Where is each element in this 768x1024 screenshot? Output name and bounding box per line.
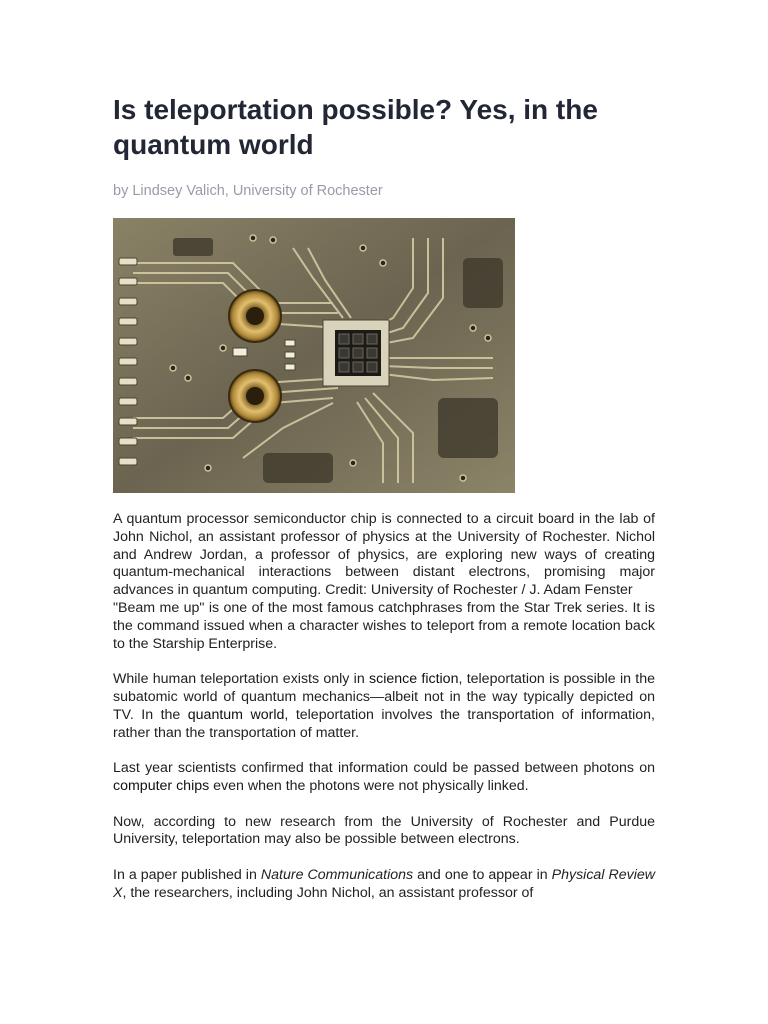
byline: by Lindsey Valich, University of Rochester	[113, 183, 383, 199]
paragraph-1: "Beam me up" is one of the most famous catchphrases from the Star Trek series. It is the command issued when a character wishes to teleport from a remote location back to the Starship Enterprise.	[113, 599, 655, 652]
paragraph-2: While human teleportation exists only in science fiction, teleportation is possible in the subatomic world of quantum mechanics—albeit not in the way typically depicted on TV. In the quantum world, teleportation involves the transportation of information, rather than the transportation of matter.	[113, 671, 656, 741]
link-science-fiction[interactable]: science fiction	[369, 671, 459, 688]
journal-physical-review-x: Physical Review X	[113, 866, 655, 901]
paragraph-3: Last year scientists confirmed that information could be passed between photons on computer chips even when the photons were not physically linked.	[113, 760, 655, 794]
paragraph-5: In a paper published in Nature Communications and one to appear in Physical Review X, the researchers, including John Nichol, an assistant professor of	[113, 866, 655, 901]
link-computer-chips[interactable]: computer chips	[113, 777, 210, 794]
circuit-board-photo	[113, 218, 515, 493]
article-body	[113, 511, 655, 903]
journal-nature-communications: Nature Communications	[260, 866, 414, 883]
paragraph-4: Now, according to new research from the University of Rochester and Purdue University, teleportation may also be possible between electrons.	[113, 813, 655, 848]
link-quantum-world[interactable]: quantum world	[187, 706, 285, 723]
photo-caption: A quantum processor semiconductor chip is connected to a circuit board in the lab of John Nichol, an assistant professor of physics at the University of Rochester. Nichol and Andrew Jordan, a professor of physics, are exploring new ways of creating quantum-mechanical interactions between distant electrons, promising major advances in quantum computing. Credit: University of Rochester / J. Adam Fenster	[113, 511, 655, 599]
article-title: Is teleportation possible? Yes, in the quantum world	[113, 94, 598, 160]
